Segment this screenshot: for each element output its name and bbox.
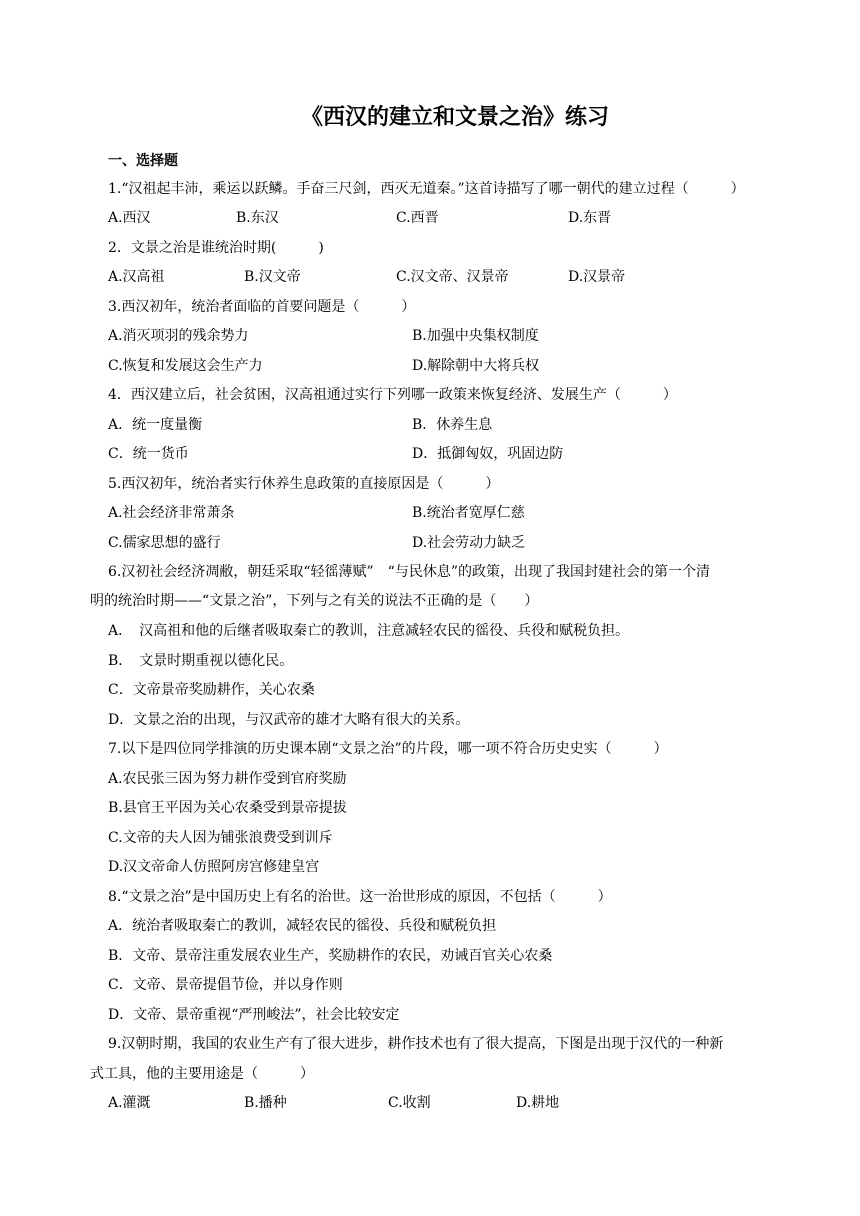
question-9-stem-line2: 式工具，他的主要用途是（ ） xyxy=(90,1066,314,1082)
question-1-option-c: C.西晋 xyxy=(396,210,439,226)
question-1-option-b: B.东汉 xyxy=(236,210,279,226)
question-5-option-d: D.社会劳动力缺乏 xyxy=(412,535,526,551)
question-9-stem-line1: 9.汉朝时期，我国的农业生产有了很大进步，耕作技术也有了很大提高，下图是出现于汉代的一种新 xyxy=(108,1036,724,1052)
question-8-option-c: C．文帝、景帝提倡节俭，并以身作则 xyxy=(108,977,343,993)
question-7-option-d: D.汉文帝命人仿照阿房宫修建皇宫 xyxy=(108,859,320,875)
question-8-option-a: A．统治者吸取秦亡的教训，减轻农民的徭役、兵役和赋税负担 xyxy=(108,918,497,934)
question-5-option-a: A.社会经济非常萧条 xyxy=(108,505,235,521)
question-2-option-b: B.汉文帝 xyxy=(244,269,301,285)
question-8-stem: 8.“文景之治”是中国历史上有名的治世。这一治世形成的原因，不包括（ ） xyxy=(108,889,612,905)
question-9-option-d: D.耕地 xyxy=(516,1095,560,1111)
question-6-stem-line2: 明的统治时期——“文景之治”，下列与之有关的说法不正确的是（ ） xyxy=(90,593,539,609)
question-2-option-c: C.汉文帝、汉景帝 xyxy=(396,269,509,285)
section-heading: 一、选择题 xyxy=(108,153,178,169)
question-3-option-d: D.解除朝中大将兵权 xyxy=(412,358,540,374)
page-title: 《西汉的建立和文景之治》练习 xyxy=(300,104,609,130)
question-7-option-b: B.县官王平因为关心农桑受到景帝提拔 xyxy=(108,800,347,816)
question-4-stem: 4．西汉建立后，社会贫困，汉高祖通过实行下列哪一政策来恢复经济、发展生产（ ） xyxy=(108,387,677,403)
question-3-stem: 3.西汉初年，统治者面临的首要问题是（ ） xyxy=(108,299,416,315)
question-2-option-a: A.汉高祖 xyxy=(108,269,165,285)
question-4-option-d: D．抵御匈奴，巩固边防 xyxy=(412,446,564,462)
question-6-option-a: A． 汉高祖和他的后继者吸取秦亡的教训，注意减轻农民的徭役、兵役和赋税负担。 xyxy=(108,623,630,639)
question-3-option-c: C.恢复和发展这会生产力 xyxy=(108,358,263,374)
question-4-option-c: C．统一货币 xyxy=(108,446,189,462)
question-9-option-c: C.收割 xyxy=(388,1095,431,1111)
question-6-stem-line1: 6.汉初社会经济凋敝，朝廷采取“轻徭薄赋” “与民休息”的政策，出现了我国封建社会的第一个清 xyxy=(108,564,710,580)
question-1-option-a: A.西汉 xyxy=(108,210,151,226)
question-6-option-d: D．文景之治的出现，与汉武帝的雄才大略有很大的关系。 xyxy=(108,712,470,728)
question-8-option-b: B．文帝、景帝注重发展农业生产，奖励耕作的农民，劝诫百官关心农桑 xyxy=(108,948,553,964)
question-6-option-c: C．文帝景帝奖励耕作，关心农桑 xyxy=(108,682,315,698)
question-6-option-b: B． 文景时期重视以德化民。 xyxy=(108,653,294,669)
question-4-option-a: A．统一度量衡 xyxy=(108,417,203,433)
question-2-option-d: D.汉景帝 xyxy=(568,269,626,285)
question-9-option-b: B.播种 xyxy=(244,1095,287,1111)
question-2-stem: 2．文景之治是谁统治时期( ) xyxy=(108,240,324,256)
question-5-stem: 5.西汉初年，统治者实行休养生息政策的直接原因是（ ） xyxy=(108,476,500,492)
question-5-option-b: B.统治者宽厚仁慈 xyxy=(412,505,525,521)
question-3-option-b: B.加强中央集权制度 xyxy=(412,328,539,344)
question-8-option-d: D．文帝、景帝重视“严刑峻法”，社会比较安定 xyxy=(108,1007,400,1023)
question-1-option-d: D.东晋 xyxy=(568,210,612,226)
question-9-option-a: A.灌溉 xyxy=(108,1095,151,1111)
question-3-option-a: A.消灭项羽的残余势力 xyxy=(108,328,249,344)
question-5-option-c: C.儒家思想的盛行 xyxy=(108,535,221,551)
question-1-stem: 1.“汉祖起丰沛，乘运以跃鳞。手奋三尺剑，西灭无道秦。”这首诗描写了哪一朝代的建立过程（ ） xyxy=(108,181,745,197)
question-7-stem: 7.以下是四位同学排演的历史课本剧“文景之治”的片段，哪一项不符合历史史实（ ） xyxy=(108,741,668,757)
question-7-option-a: A.农民张三因为努力耕作受到官府奖励 xyxy=(108,771,347,787)
question-7-option-c: C.文帝的夫人因为铺张浪费受到训斥 xyxy=(108,830,333,846)
question-4-option-b: B．休养生息 xyxy=(412,417,493,433)
